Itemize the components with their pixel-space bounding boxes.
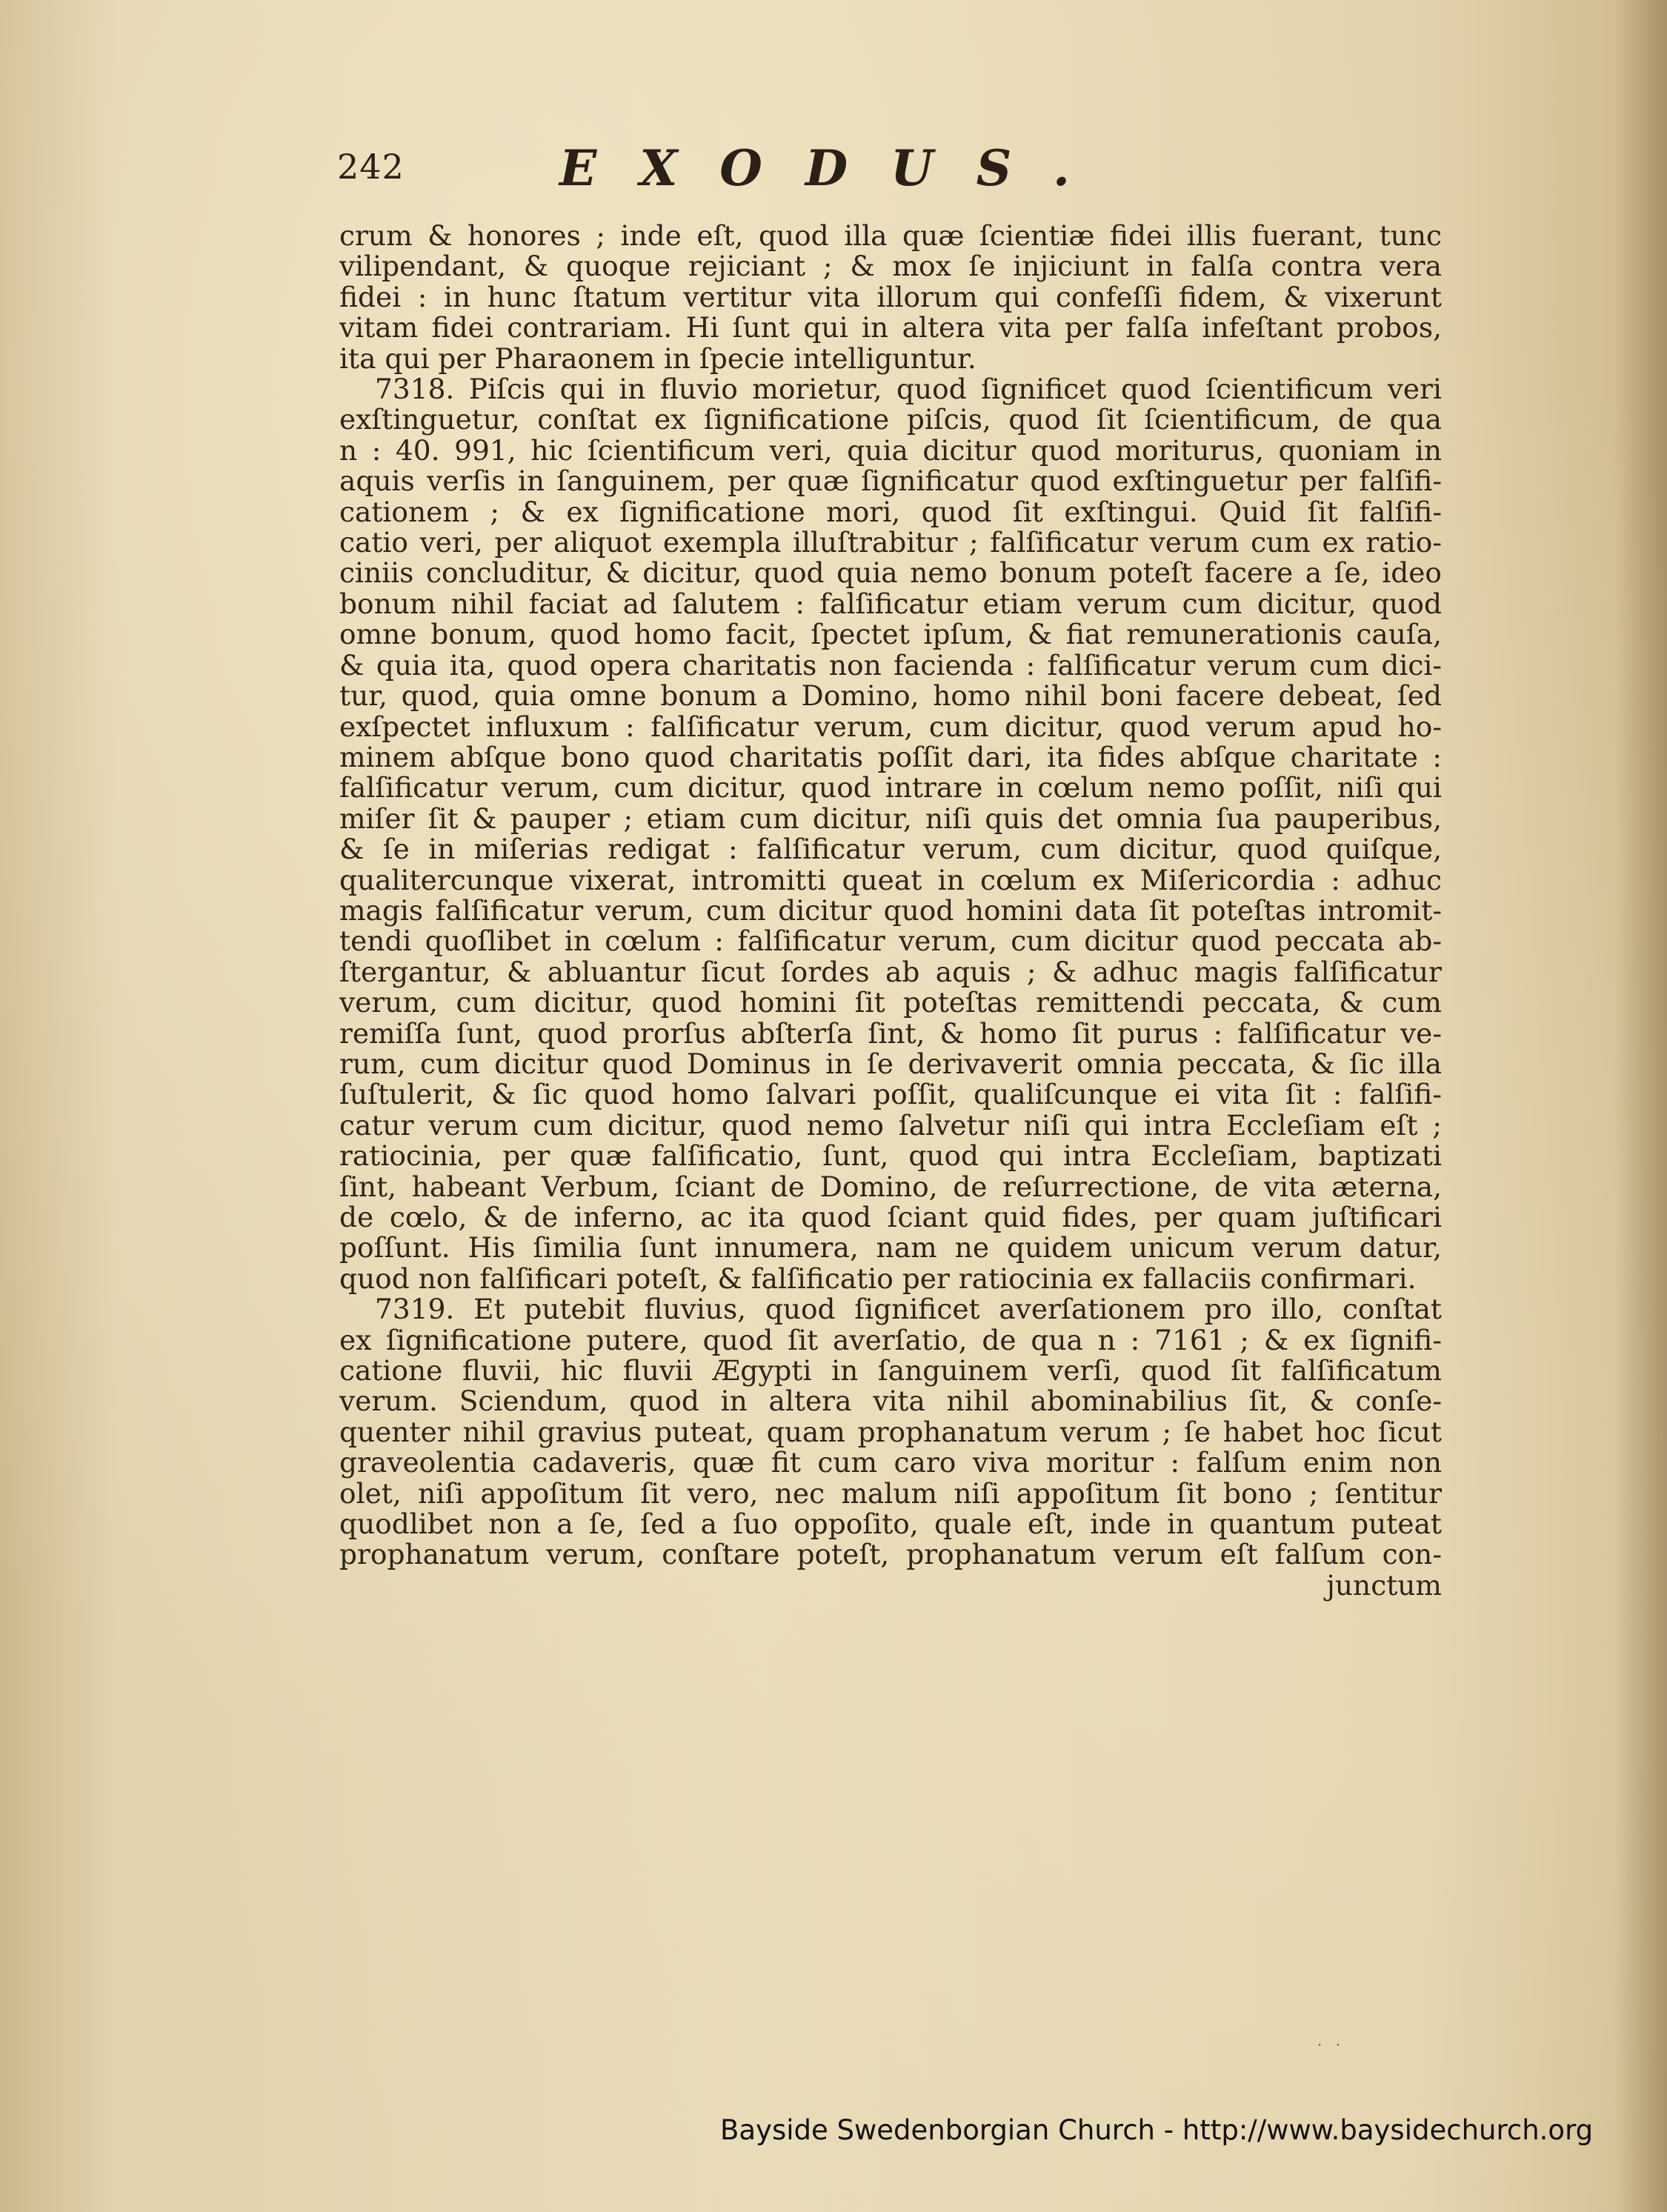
- watermark-caption: Bayside Swedenborgian Church - http://www.baysidechurch.org: [720, 2114, 1594, 2146]
- text-line: catio veri, per aliquot exempla illuſtrabitur ; falſificatur verum cum ex ratio-: [339, 526, 1442, 559]
- text-line: n : 40. 991, hic ſcientificum veri, quia dicitur quod moriturus, quoniam in: [339, 433, 1442, 467]
- catchword: junctum: [1326, 1568, 1442, 1602]
- text-line: verum. Sciendum, quod in altera vita nihil abominabilius ſit, & conſe-: [339, 1385, 1442, 1418]
- text-line: catur verum cum dicitur, quod nemo ſalvetur niſi qui intra Eccleſiam eſt ;: [339, 1108, 1442, 1142]
- text-line: prophanatum verum, conſtare poteſt, prophanatum verum eſt falſum con-: [339, 1538, 1442, 1571]
- text-line: poſſunt. His ſimilia ſunt innumera, nam ne quidem unicum verum datur,: [339, 1231, 1442, 1265]
- text-line: minem abſque bono quod charitatis poſſit dari, ita fides abſque charitate :: [339, 740, 1442, 773]
- text-line: de cœlo, & de inferno, ac ita quod ſciant quid fides, per quam juſtificari: [339, 1201, 1442, 1233]
- text-line: & quia ita, quod opera charitatis non facienda : falſificatur verum cum dici-: [339, 648, 1442, 682]
- text-line: catione fluvii, hic fluvii Ægypti in ſanguinem verſi, quod ſit falſificatum: [339, 1354, 1442, 1388]
- text-line: bonum nihil faciat ad ſalutem : falſificatur etiam verum cum dicitur, quod: [339, 587, 1442, 620]
- text-line: falſificatur verum, cum dicitur, quod intrare in cœlum nemo poſſit, niſi qui: [339, 771, 1442, 804]
- text-line: ratiocinia, per quæ falſificatio, ſunt, quod qui intra Eccleſiam, baptizati: [339, 1139, 1442, 1173]
- text-line: vilipendant, & quoque rejiciant ; & mox ſe injiciunt in falſa contra vera: [339, 250, 1442, 283]
- text-line: crum & honores ; inde eſt, quod illa quæ ſcientiæ fidei illis fuerant, tunc: [339, 219, 1442, 252]
- text-line: exſpectet influxum : falſificatur verum, cum dicitur, quod verum apud ho-: [339, 710, 1442, 743]
- text-line: rum, cum dicitur quod Dominus in ſe derivaverit omnia peccata, & ſic illa: [339, 1047, 1442, 1080]
- text-line: magis falſificatur verum, cum dicitur quod homini data ſit poteſtas intromit-: [339, 893, 1442, 927]
- text-line: cationem ; & ex ſignificatione mori, quod ſit exſtingui. Quid ſit falſifi-: [339, 495, 1442, 528]
- page-number: 242: [337, 147, 405, 187]
- text-line: omne bonum, quod homo facit, ſpectet ipſum, & fiat remunerationis cauſa,: [339, 618, 1442, 651]
- text-line: ita qui per Pharaonem in ſpecie intelliguntur.: [339, 342, 976, 375]
- page-mark: · ·: [1317, 2036, 1345, 2053]
- paragraph-7318-start: 7318. Piſcis qui in fluvio morietur, quod ſignificet quod ſcientificum veri: [375, 373, 1442, 406]
- text-line: ſuſtulerit, & ſic quod homo ſalvari poſſit, qualiſcunque ei vita ſit : falſifi-: [339, 1078, 1442, 1111]
- page-header: [337, 139, 1189, 206]
- running-title: EXODUS.: [559, 139, 1113, 197]
- text-line: exſtinguetur, conſtat ex ſignificatione piſcis, quod ſit ſcientificum, de qua: [339, 403, 1442, 436]
- text-line: ex ſignificatione putere, quod ſit averſatio, de qua n : 7161 ; & ex ſignifi-: [339, 1323, 1442, 1356]
- text-line: tendi quoſlibet in cœlum : falſificatur verum, cum dicitur quod peccata ab-: [339, 925, 1442, 958]
- text-line: quodlibet non a ſe, ſed a ſuo oppoſito, quale eſt, inde in quantum puteat: [339, 1508, 1442, 1541]
- text-line: remiſſa ſunt, quod prorſus abſterſa ſint, & homo ſit purus : falſificatur ve-: [339, 1016, 1442, 1050]
- text-line: miſer ſit & pauper ; etiam cum dicitur, niſi quis det omnia ſua pauperibus,: [339, 802, 1442, 835]
- text-line: verum, cum dicitur, quod homini ſit poteſtas remittendi peccata, & cum: [339, 986, 1442, 1019]
- page-gutter-shadow: [1615, 0, 1667, 2212]
- text-line: aquis verſis in ſanguinem, per quæ ſignificatur quod exſtinguetur per falſifi-: [339, 464, 1442, 498]
- text-line: ſtergantur, & abluantur ſicut ſordes ab aquis ; & adhuc magis falſificatur: [339, 955, 1442, 988]
- text-line: ciniis concluditur, & dicitur, quod quia nemo bonum poteſt facere a ſe, ideo: [339, 556, 1442, 590]
- text-line: ſint, habeant Verbum, ſciant de Domino, de reſurrectione, de vita æterna,: [339, 1170, 1442, 1203]
- text-line: olet, niſi appoſitum ſit vero, nec malum niſi appoſitum ſit bono ; ſentitur: [339, 1476, 1442, 1510]
- text-line: quenter nihil gravius puteat, quam prophanatum verum ; ſe habet hoc ſicut: [339, 1415, 1442, 1448]
- text-line: fidei : in hunc ſtatum vertitur vita illorum qui confeſſi fidem, & vixerunt: [339, 280, 1442, 313]
- text-line: vitam fidei contrariam. Hi ſunt qui in altera vita per falſa infeſtant probos,: [339, 311, 1442, 344]
- text-line: quod non falſificari poteſt, & falſificatio per ratiocinia ex fallaciis confirmari.: [339, 1262, 1417, 1295]
- text-line: graveolentia cadaveris, quæ fit cum caro viva moritur : falſum enim non: [339, 1446, 1442, 1479]
- text-line: tur, quod, quia omne bonum a Domino, homo nihil boni facere debeat, ſed: [339, 679, 1442, 713]
- text-line: qualitercunque vixerat, intromitti queat in cœlum ex Miſericordia : adhuc: [339, 863, 1442, 896]
- body-text: [339, 221, 1442, 1601]
- paragraph-7319-start: 7319. Et putebit fluvius, quod ſignificet averſationem pro illo, conſtat: [375, 1293, 1442, 1326]
- text-line: & ſe in miſerias redigat : falſificatur verum, cum dicitur, quod quiſque,: [339, 833, 1442, 866]
